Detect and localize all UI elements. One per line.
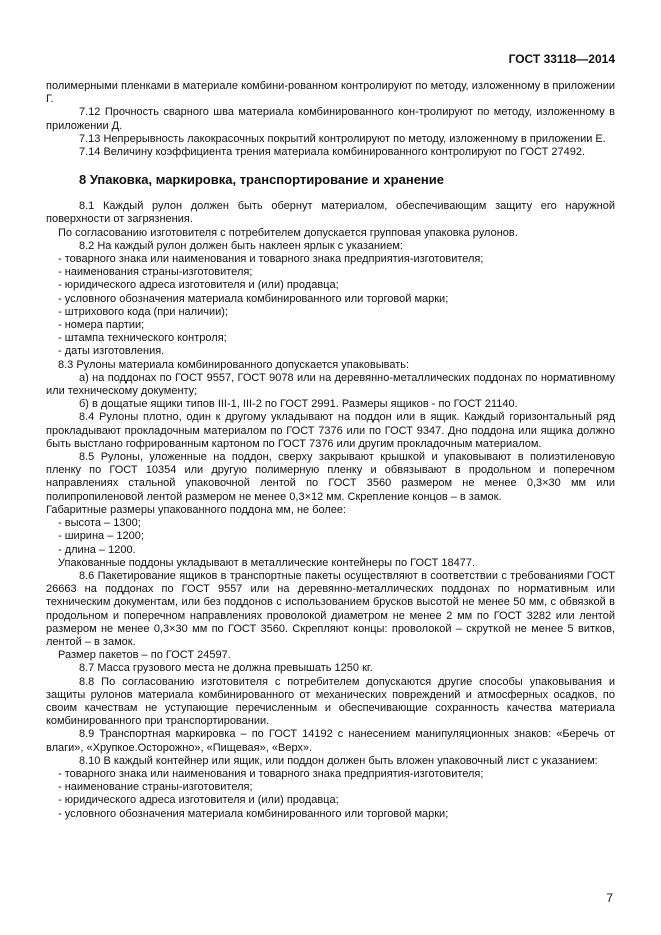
list-item: - юридического адреса изготовителя и (или) продавца;	[58, 279, 339, 292]
paragraph: 8.6 Пакетирование ящиков в транспортные пакеты осуществляют в соответствии с требованиями ГОСТ 26663 на поддонах по ГОСТ 9557 или на деревянно-металлических поддонах по нормативным или техническим документам, или без поддонов с использованием брусков высотой не менее 50 мм, с обвязкой в продольном и поперечном направлениях проволокой диаметром не менее 2 мм по ГОСТ 3282 или лентой размером не менее 0,3×30 мм по ГОСТ 3560. Скрепляют концы: проволокой – скруткой не менее 5 витков, лентой – в замок.	[46, 569, 615, 648]
paragraph: 8.2 На каждый рулон должен быть наклеен ярлык с указанием:	[79, 239, 403, 252]
paragraph: Упакованные поддоны укладывают в металлические контейнеры по ГОСТ 18477.	[58, 556, 476, 569]
paragraph: 8.4 Рулоны плотно, один к другому укладывают на поддон или в ящик. Каждый горизонтальный ряд прокладывают прокладочным материалом по ГОСТ 7376 или по ГОСТ 9347. Дно поддона или ящика должно быть выстлано гофрированным картоном по ГОСТ 7376 или другим прокладочным материалом.	[46, 411, 615, 450]
paragraph: Габаритные размеры упакованного поддона мм, не более:	[46, 503, 347, 516]
paragraph: 8.8 По согласованию изготовителя с потребителем допускаются другие способы упаковывания и защиты рулонов материала комбинированного от механических повреждений и атмосферных осадков, по своим качествам не уступающие перечисленным и обеспечивающие сохранность качества материала комбинированного при транспортировании.	[46, 675, 615, 728]
section-heading: 8 Упаковка, маркировка, транспортирование и хранение	[79, 172, 445, 188]
paragraph: 8.3 Рулоны материала комбинированного допускается упаковывать:	[58, 358, 410, 371]
paragraph: полимерными пленками в материале комбини-рованном контролируют по методу, изложенному в приложении Г.	[46, 80, 615, 106]
list-item: - товарного знака или наименования и товарного знака предприятия-изготовителя;	[58, 767, 484, 780]
paragraph: По согласованию изготовителя с потребителем допускается групповая упаковка рулонов.	[58, 226, 518, 239]
list-item: - даты изготовления.	[58, 345, 165, 358]
paragraph: 7.12 Прочность сварного шва материала комбинированного кон-тролируют по методу, изложенному в приложении Д.	[46, 106, 615, 132]
paragraph: 7.13 Непрерывность лакокрасочных покрытий контролируют по методу, изложенному в приложении Е.	[79, 132, 606, 145]
paragraph: 8.10 В каждый контейнер или ящик, или поддон должен быть вложен упаковочный лист с указанием:	[79, 754, 598, 767]
list-item: - товарного знака или наименования и товарного знака предприятия-изготовителя;	[58, 253, 484, 266]
list-item: - наименование страны-изготовителя;	[58, 781, 253, 794]
list-item: - длина – 1200.	[58, 543, 136, 556]
list-item: - ширина – 1200;	[58, 530, 144, 543]
list-item: - условного обозначения материала комбинированного или торговой марки;	[58, 807, 449, 820]
paragraph: 8.7 Масса грузового места не должна превышать 1250 кг.	[79, 662, 373, 675]
list-item: - штампа технического контроля;	[58, 332, 227, 345]
paragraph: 7.14 Величину коэффициента трения материала комбинированного контролируют по ГОСТ 27492.	[79, 146, 585, 159]
list-item: - штрихового кода (при наличии);	[58, 305, 228, 318]
list-item: - номера партии;	[58, 319, 145, 332]
list-item: - условного обозначения материала комбинированного или торговой марки;	[58, 292, 449, 305]
paragraph: а) на поддонах по ГОСТ 9557, ГОСТ 9078 или на деревянно-металлических поддонах по нормативному или техническому документу;	[46, 371, 615, 398]
document-body	[46, 80, 615, 821]
list-item: - наименования страны-изготовителя;	[58, 266, 253, 279]
page-number: 7	[606, 891, 613, 905]
paragraph: б) в дощатые ящики типов III-1, III-2 по ГОСТ 2991. Размеры ящиков - по ГОСТ 21140.	[79, 398, 518, 411]
paragraph: Размер пакетов – по ГОСТ 24597.	[58, 649, 231, 662]
paragraph: 8.9 Транспортная маркировка – по ГОСТ 14192 с нанесением манипуляционных знаков: «Беречь от влаги», «Хрупкое.Осторожно», «Пищевая», «Верх».	[46, 728, 615, 754]
paragraph: 8.1 Каждый рулон должен быть обернут материалом, обеспечивающим защиту его наружной поверхности от загрязнения.	[46, 200, 615, 226]
document-code: ГОСТ 33118—2014	[508, 52, 615, 66]
list-item: - высота – 1300;	[58, 517, 141, 530]
list-item: - юридического адреса изготовителя и (или) продавца;	[58, 794, 339, 807]
paragraph: 8.5 Рулоны, уложенные на поддон, сверху закрывают крышкой и упаковывают в полиэтиленовую пленку по ГОСТ 10354 или другую полимерную пленку и обвязывают в продольном и поперечном направлениях стальной упаковочной лентой по ГОСТ 3560 размером не менее 0,3×30 мм или полипропиленовой лентой размером не менее 0,3×12 мм. Скрепление концов – в замок.	[46, 451, 615, 503]
